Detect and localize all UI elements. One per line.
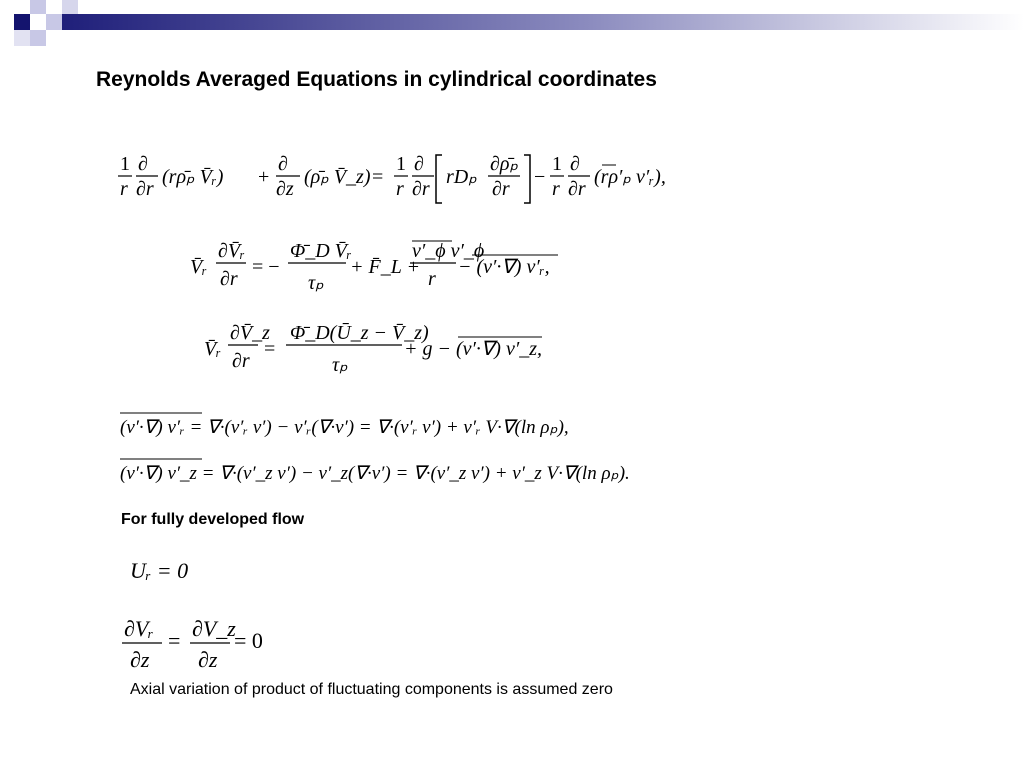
- continuity-equation: [118, 153, 666, 203]
- term-text: + g − (v′·∇) v′_z,: [404, 338, 542, 360]
- partial-den: ∂r: [136, 178, 154, 200]
- term-text: V̄ᵣ: [190, 256, 208, 278]
- partial-den: ∂r: [492, 178, 510, 200]
- fully-developed-equations: [118, 552, 338, 677]
- identity-r: (v′·∇) v′ᵣ = ∇·(v′ᵣ v′) − v′ᵣ(∇·v′) = ∇·(v′ᵣ v′) + v′ᵣ V·∇(ln ρₚ),: [120, 417, 569, 438]
- partial-den: ∂r: [232, 350, 250, 372]
- equation-block: [112, 145, 712, 495]
- frac-den: r: [552, 178, 560, 200]
- banner-square-dark: [14, 14, 30, 30]
- radial-equation: [190, 240, 558, 294]
- frac-den: r: [396, 178, 404, 200]
- identity-z: (v′·∇) v′_z = ∇·(v′_z v′) − v′_z(∇·v′) = ∇·(v′_z v′) + v′_z V·∇(ln ρₚ).: [120, 463, 630, 484]
- partial-num: ∂ρ̄ₚ: [490, 153, 519, 175]
- fully-developed-heading: For fully developed flow: [121, 511, 305, 528]
- frac-num: 1: [552, 153, 562, 175]
- partial-num: ∂: [414, 153, 424, 175]
- partial-den: ∂z: [198, 647, 218, 672]
- partial-num: ∂: [138, 153, 148, 175]
- partial-den: ∂z: [130, 647, 150, 672]
- banner-square-light: [62, 0, 78, 14]
- frac-num: 1: [396, 153, 406, 175]
- term-text: − (v′·∇) v′ᵣ,: [458, 256, 550, 278]
- partial-den: ∂r: [220, 268, 238, 290]
- term-text: V̄ᵣ: [204, 338, 222, 360]
- banner-square-light: [14, 30, 30, 46]
- operator: −: [534, 166, 546, 188]
- term-text: (rρ′ₚ v′ᵣ),: [594, 166, 666, 188]
- frac-den: τₚ: [308, 272, 324, 294]
- term-text: + F̄_L +: [350, 256, 420, 278]
- partial-num: ∂V_z: [192, 616, 236, 641]
- term-text: (ρ̄ₚ V̄_z): [304, 166, 371, 188]
- operator: =: [372, 166, 384, 188]
- partial-num: ∂: [278, 153, 288, 175]
- frac-num: Φ̄_D(Ū_z − V̄_z): [290, 322, 429, 344]
- term-text: (rρ̄ₚ V̄ᵣ): [162, 166, 224, 188]
- term-text: rDₚ: [446, 166, 477, 188]
- slide-title: Reynolds Averaged Equations in cylindrical coordinates: [96, 68, 657, 91]
- partial-den: ∂r: [412, 178, 430, 200]
- frac-num: 1: [120, 153, 130, 175]
- operator: =: [168, 628, 181, 653]
- left-bracket: [436, 155, 442, 203]
- partial-num: ∂V̄ᵣ: [218, 240, 246, 262]
- assumption-note: Axial variation of product of fluctuating components is assumed zero: [130, 681, 613, 698]
- banner-square-light: [30, 30, 46, 46]
- operator: +: [258, 166, 270, 188]
- frac-den: τₚ: [332, 354, 348, 376]
- right-bracket: [524, 155, 530, 203]
- operator: = −: [252, 256, 280, 278]
- frac-den: r: [428, 268, 436, 290]
- ur-equation: Uᵣ = 0: [130, 558, 189, 583]
- partial-den: ∂r: [568, 178, 586, 200]
- axial-equation: [204, 322, 542, 376]
- partial-den: ∂z: [276, 178, 294, 200]
- partial-num: ∂: [570, 153, 580, 175]
- partial-num: ∂V̄_z: [230, 322, 270, 344]
- banner-gradient-bar: [62, 14, 1024, 30]
- operator: =: [264, 338, 276, 360]
- partial-num: ∂Vᵣ: [124, 616, 154, 641]
- frac-num: Φ̄_D V̄ᵣ: [290, 240, 352, 262]
- banner-square-light: [30, 0, 46, 14]
- operator: = 0: [234, 628, 263, 653]
- frac-den: r: [120, 178, 128, 200]
- banner-square-light: [46, 14, 62, 30]
- header-banner: [0, 0, 1024, 50]
- frac-num: v′_ϕ v′_ϕ: [412, 240, 485, 262]
